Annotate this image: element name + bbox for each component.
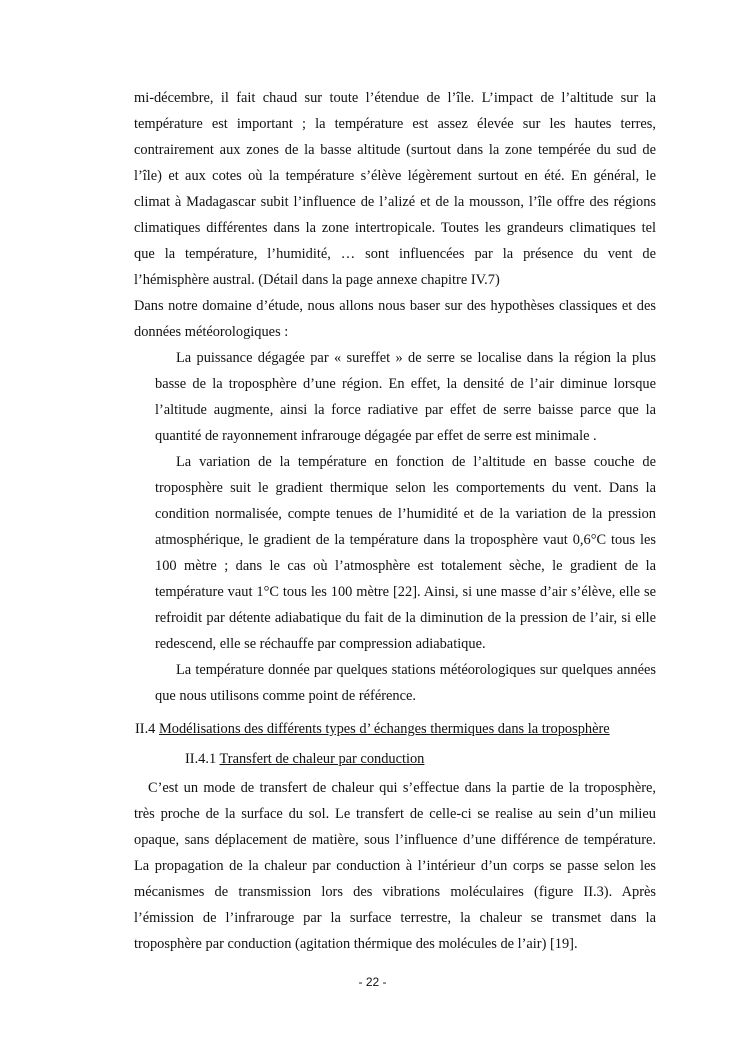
hypothesis-item: La température donnée par quelques stations météorologiques sur quelques années que nous utilisons comme point de référence. (155, 662, 656, 704)
paragraph-intro: mi-décembre, il fait chaud sur toute l’étendue de l’île. L’impact de l’altitude sur la température est important ; la température est assez élevée sur les hautes terres, contrairement aux zones de la basse altitude (surtout dans la zone tempérée du sud de l’île) et aux cotes où la température s’élève légèrement surtout en été. En général, le climat à Madagascar subit l’influence de l’alizé et de la mousson, l’île offre des régions climatiques différentes dans la zone intertropicale. Toutes les grandeurs climatiques tel que la température, l’humidité, … sont influencées par la présence du vent de l’hémisphère austral. (Détail dans la page annexe chapitre IV.7) (134, 90, 656, 288)
hypothesis-item: La variation de la température en fonction de l’altitude en basse couche de troposphère suit le gradient thermique selon les comportements du vent. Dans la condition normalisée, compte tenues de l’humidité et de la variation de la pression atmosphérique, le gradient de la température dans la troposphère vaut 0,6°C tous les 100 mètre ; dans le cas où l’atmosphère est totalement sèche, le gradient de la température vaut 1°C tous les 100 mètre [22]. Ainsi, si une masse d’air s’élève, elle se refroidit par détente adiabatique du fait de la diminution de la pression de l’air, si elle redescend, elle se réchauffe par compression adiabatique. (155, 454, 656, 652)
section-number: II.4 (135, 721, 156, 737)
paragraph-hypotheses: Dans notre domaine d’étude, nous allons nous baser sur des hypothèses classiques et des données météorologiques : (134, 298, 656, 340)
subsection-title: Transfert de chaleur par conduction (219, 751, 425, 767)
page-number: - 22 - (358, 975, 387, 989)
section-title: Modélisations des différents types d’ échanges thermiques dans la troposphère (159, 721, 610, 737)
hypothesis-item: La puissance dégagée par « sureffet » de serre se localise dans la région la plus basse de la troposphère d’une région. En effet, la densité de l’air diminue lorsque l’altitude augmente, ainsi la force radiative par effet de serre baisse parce que la quantité de rayonnement infrarouge dégagée par effet de serre est minimale . (155, 350, 656, 444)
subsection-number: II.4.1 (185, 751, 217, 767)
paragraph-conduction: C’est un mode de transfert de chaleur qui s’effectue dans la partie de la troposphère, très proche de la surface du sol. Le transfert de celle-ci se realise au sein d’un milieu opaque, sans déplacement de matière, sous l’influence d’une différence de température. La propagation de la chaleur par conduction à l’intérieur d’un corps se passe selon les mécanismes de transmission lors des vibrations moléculaires (figure II.3). Après l’émission de l’infrarouge par la surface terrestre, la chaleur se transmet dans la troposphère par conduction (agitation thérmique des molécules de l’air) [19]. (134, 780, 656, 952)
subsection-heading (185, 749, 424, 769)
section-heading (135, 719, 610, 739)
